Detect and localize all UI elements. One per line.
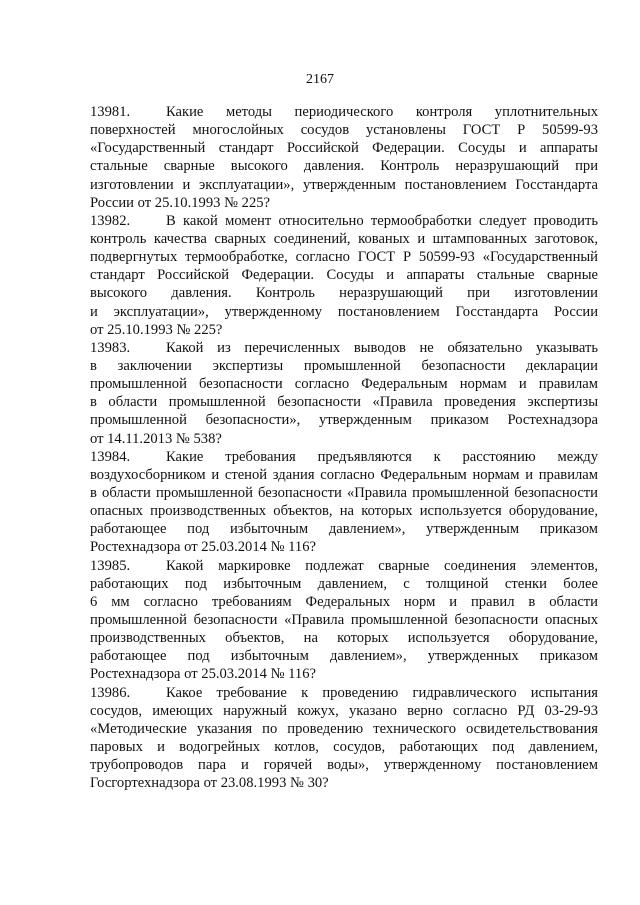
question-number: 13985. [90,557,131,574]
question-text-line: В какой момент относительно термообработки следует проводить [166,212,598,229]
question-text-line: воздухосборником и стеной здания согласно Федеральным нормам и правилам [90,466,598,483]
question-number: 13986. [90,684,131,701]
question-text-line: Ростехнадзора от 25.03.2014 № 116? [90,666,316,683]
question-text-line: работающее под избыточным давлением», утвержденным приказом [90,521,598,538]
question-text-line: опасных производственных объектов, на которых используется оборудование, [90,503,598,520]
question-text-line: высокого давления. Контроль неразрушающий при изготовлении [90,285,598,302]
question-text-line: России от 25.10.1993 № 225? [90,194,271,211]
question-13986 [90,684,598,793]
question-text-line: в заключении экспертизы промышленной безопасности декларации [90,357,598,374]
question-text-line: от 25.10.1993 № 225? [90,321,223,338]
question-text-line: изготовлении и эксплуатации», утвержденным постановлением Госстандарта [90,176,598,193]
question-number: 13984. [90,448,131,465]
question-text-line: Какой из перечисленных выводов не обязательно указывать [166,339,598,356]
question-text-line: промышленной безопасности согласно Федеральным нормам и правилам [90,376,598,393]
question-13984 [90,448,598,557]
question-text-line: сосудов, имеющих наружный кожух, указано верно согласно РД 03-29-93 [90,702,598,719]
question-text-line: подвергнутых термообработке, согласно ГОСТ Р 50599-93 «Государственный [90,249,598,266]
question-text-line: в области промышленной безопасности «Правила промышленной безопасности [90,484,598,501]
question-text-line: Какие требования предъявляются к расстоянию между [166,448,598,465]
question-text-line: Какие методы периодического контроля уплотнительных [166,104,598,120]
question-13981 [90,103,598,212]
question-text-line: стандарт Российской Федерации. Сосуды и аппараты стальные сварные [90,267,598,284]
question-13983 [90,339,598,448]
question-text-line: промышленной безопасности «Правила промышленной безопасности опасных [90,611,598,628]
page-number: 2167 [306,72,334,87]
question-text-line: производственных объектов, на которых используется оборудование, [90,630,598,647]
question-13982 [90,212,598,339]
question-text-line: Ростехнадзора от 25.03.2014 № 116? [90,539,316,556]
question-text-line: контроль качества сварных соединений, кованых и штампованных заготовок, [90,230,598,247]
question-text-line: трубопроводов пара и горячей воды», утвержденному постановлением [90,757,598,774]
question-text-line: Какое требование к проведению гидравлического испытания [166,684,598,701]
question-text-line: паровых и водогрейных котлов, сосудов, работающих под давлением, [90,738,598,755]
question-text-line: поверхностей многослойных сосудов установлены ГОСТ Р 50599-93 [90,122,598,139]
questions-list [90,103,598,792]
question-text-line: работающее под избыточным давлением», утвержденных приказом [90,648,598,665]
question-number: 13982. [90,212,131,229]
question-text-line: в области промышленной безопасности «Правила проведения экспертизы [90,394,598,411]
question-text-line: 6 мм согласно требованиям Федеральных норм и правил в области [90,593,598,610]
question-text-line: промышленной безопасности», утвержденным приказом Ростехнадзора [90,412,598,429]
question-13985 [90,557,598,684]
question-text-line: от 14.11.2013 № 538? [90,430,222,447]
question-number: 13983. [90,339,131,356]
question-text-line: стальные сварные высокого давления. Контроль неразрушающий при [90,158,598,175]
question-text-line: Какой маркировке подлежат сварные соединения элементов, [166,557,598,574]
question-text-line: работающих под избыточным давлением, с толщиной стенки более [90,575,598,592]
question-number: 13981. [90,104,131,120]
question-text-line: «Государственный стандарт Российской Федерации. Сосуды и аппараты [90,140,598,157]
question-text-line: «Методические указания по проведению технического освидетельствования [90,720,598,737]
question-text-line: Госгортехнадзора от 23.08.1993 № 30? [90,775,329,792]
question-text-line: и эксплуатации», утвержденному постановлением Госстандарта России [90,303,598,320]
